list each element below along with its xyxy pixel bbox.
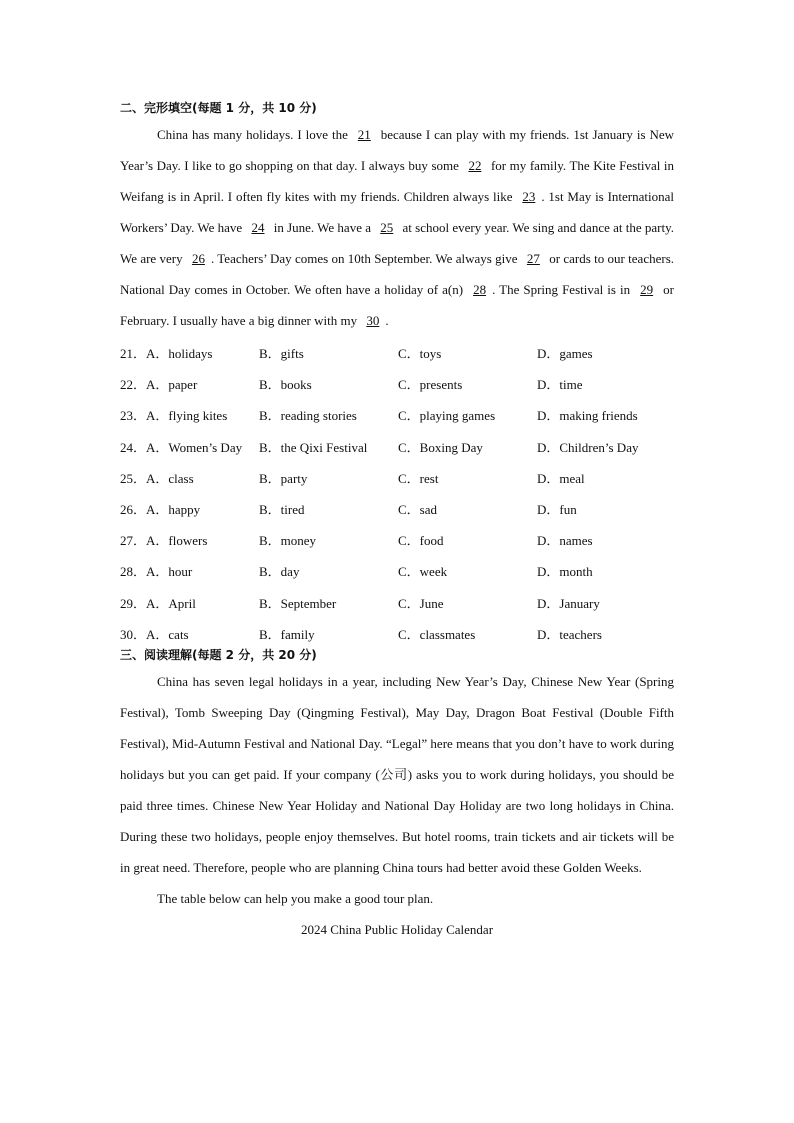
passage-segment: . 1st May is International Workers’ Day. We have [120,189,674,235]
option-c [398,588,537,619]
question-number: 25． [120,470,147,486]
question-number: 21． [120,346,147,361]
option-text: C．Boxing Day [398,439,483,455]
document-page [120,95,674,945]
reading-passage-text: China has seven legal holidays in a year, including New Year’s Day, Chinese New Year (Spring Festival), Tomb Sweeping Day (Qingming Festival), May Day, Dragon Boat Festival (Double Fifth Festival), Mid-Autumn Festival and National Day. “Legal” here means that you don’t have to work during holidays but you can get paid. If your company (公司) asks you to work during holidays, you should be paid three times. Chinese New Year Holiday and National Day Holiday are two long holidays in China. During these two holidays, people enjoy themselves. But hotel rooms, train tickets and air tickets will be in great need. Therefore, people who are planning China tours had better avoid these Golden Weeks. [120,673,674,875]
option-b [259,369,398,400]
option-text: D．fun [537,501,577,517]
option-text: A．paper [146,377,198,393]
blank-28: 28 [473,282,487,297]
option-text: C．June [398,595,444,611]
option-b [259,494,398,525]
option-text: A．April [146,595,196,611]
blank-26: 26 [191,251,205,266]
question-number: 27． [120,533,147,549]
option-row [120,556,674,587]
option-text: B．gifts [259,346,304,361]
option-d [537,525,674,556]
option-d [537,463,674,494]
option-text: D．names [537,533,593,549]
option-text: D．time [537,377,583,393]
question-number: 30． [120,626,147,642]
option-row [120,525,674,556]
option-b [259,525,398,556]
cloze-options [120,338,674,650]
blank-23: 23 [522,189,536,204]
option-d [537,588,674,619]
option-a [120,369,259,400]
option-c [398,463,537,494]
option-c [398,525,537,556]
option-text: A．happy [146,501,201,517]
option-text: B．reading stories [259,408,357,424]
option-text: B．books [259,377,312,393]
option-text: A．class [146,470,194,486]
passage-segment: . [385,313,389,328]
option-a [120,463,259,494]
table-title: 2024 China Public Holiday Calendar [300,921,494,937]
cloze-passage [120,119,674,336]
option-a [120,588,259,619]
option-d [537,556,674,587]
option-text: D．meal [537,470,585,486]
passage-segment: in June. We have a [270,220,375,235]
question-number: 26． [120,501,147,517]
blank-22: 22 [468,158,482,173]
option-d [537,619,674,650]
option-a [120,494,259,525]
question-number: 28． [120,564,147,580]
option-text: D．January [537,595,600,611]
option-text: B．money [259,533,317,549]
option-text: B．family [259,626,315,642]
reading-note-text: The table below can help you make a good tour plan. [157,890,434,906]
option-text: D．Children’s Day [537,439,639,455]
option-a [120,400,259,431]
passage-segment: at school every year. We sing and dance at the party. We are very [120,220,675,266]
blank-25: 25 [380,220,394,235]
option-d [537,338,674,369]
passage-segment: for my family. The Kite Festival in Weifang is in April. I often fly kites with my friends. Children always like [120,158,674,204]
option-row [120,463,674,494]
option-row [120,369,674,400]
option-text: A．cats [146,626,189,642]
option-c [398,400,537,431]
option-text: C．classmates [398,626,476,642]
reading-heading: 三、阅读理解(每题 2 分，共 20 分) [120,647,317,662]
option-text: C．sad [398,501,438,517]
option-b [259,400,398,431]
option-c [398,432,537,463]
option-d [537,400,674,431]
option-text: C．presents [398,377,463,393]
option-text: A．Women’s Day [146,439,243,455]
option-b [259,556,398,587]
question-number: 22． [120,377,147,393]
option-text: A．holidays [146,346,213,361]
option-text: C．playing games [398,408,496,424]
option-text: C．food [398,533,444,549]
passage-segment: or cards to our teachers. National Day comes in October. We often have a holiday of a(n) [120,251,675,297]
option-text: B．day [259,564,300,580]
option-text: C．week [398,564,448,580]
cloze-heading: 二、完形填空(每题 1 分，共 10 分) [120,101,317,115]
option-b [259,588,398,619]
passage-segment: because I can play with my friends. 1st January is New Year’s Day. I like to go shopping on that day. I always buy some [120,127,674,173]
cloze-text [120,127,674,328]
blank-29: 29 [640,282,654,297]
option-d [537,494,674,525]
option-c [398,369,537,400]
option-text: B．the Qixi Festival [259,439,368,455]
option-text: A．flying kites [146,408,228,424]
option-c [398,338,537,369]
option-a [120,556,259,587]
blank-24: 24 [251,220,265,235]
option-a [120,338,259,369]
blank-21: 21 [357,127,371,142]
option-text: C．toys [398,346,442,361]
option-c [398,619,537,650]
blank-27: 27 [526,251,540,266]
option-d [537,432,674,463]
option-text: B．party [259,470,308,486]
option-text: D．teachers [537,626,602,642]
option-c [398,494,537,525]
option-text: B．tired [259,501,305,517]
passage-segment: China has many holidays. I love the [157,127,352,142]
option-text: D．games [537,346,593,361]
option-text: B．September [259,595,337,611]
option-text: A．hour [146,564,193,580]
passage-segment: . The Spring Festival is in [492,282,635,297]
option-row [120,338,674,369]
question-number: 29． [120,595,147,611]
option-b [259,463,398,494]
option-a [120,432,259,463]
option-b [259,338,398,369]
option-row [120,432,674,463]
question-number: 23． [120,408,147,424]
option-c [398,556,537,587]
option-b [259,432,398,463]
reading-passage [120,666,674,883]
option-row [120,588,674,619]
option-text: A．flowers [146,533,208,549]
question-number: 24． [120,439,147,455]
reading-note [120,883,674,914]
option-text: D．making friends [537,408,638,424]
option-row [120,494,674,525]
option-a [120,525,259,556]
passage-segment: or February. I usually have a big dinner with my [120,282,674,328]
blank-30: 30 [366,313,380,328]
option-text: C．rest [398,470,439,486]
option-d [537,369,674,400]
option-row [120,400,674,431]
passage-segment: . Teachers’ Day comes on 10th September. We always give [210,251,521,266]
option-text: D．month [537,564,593,580]
